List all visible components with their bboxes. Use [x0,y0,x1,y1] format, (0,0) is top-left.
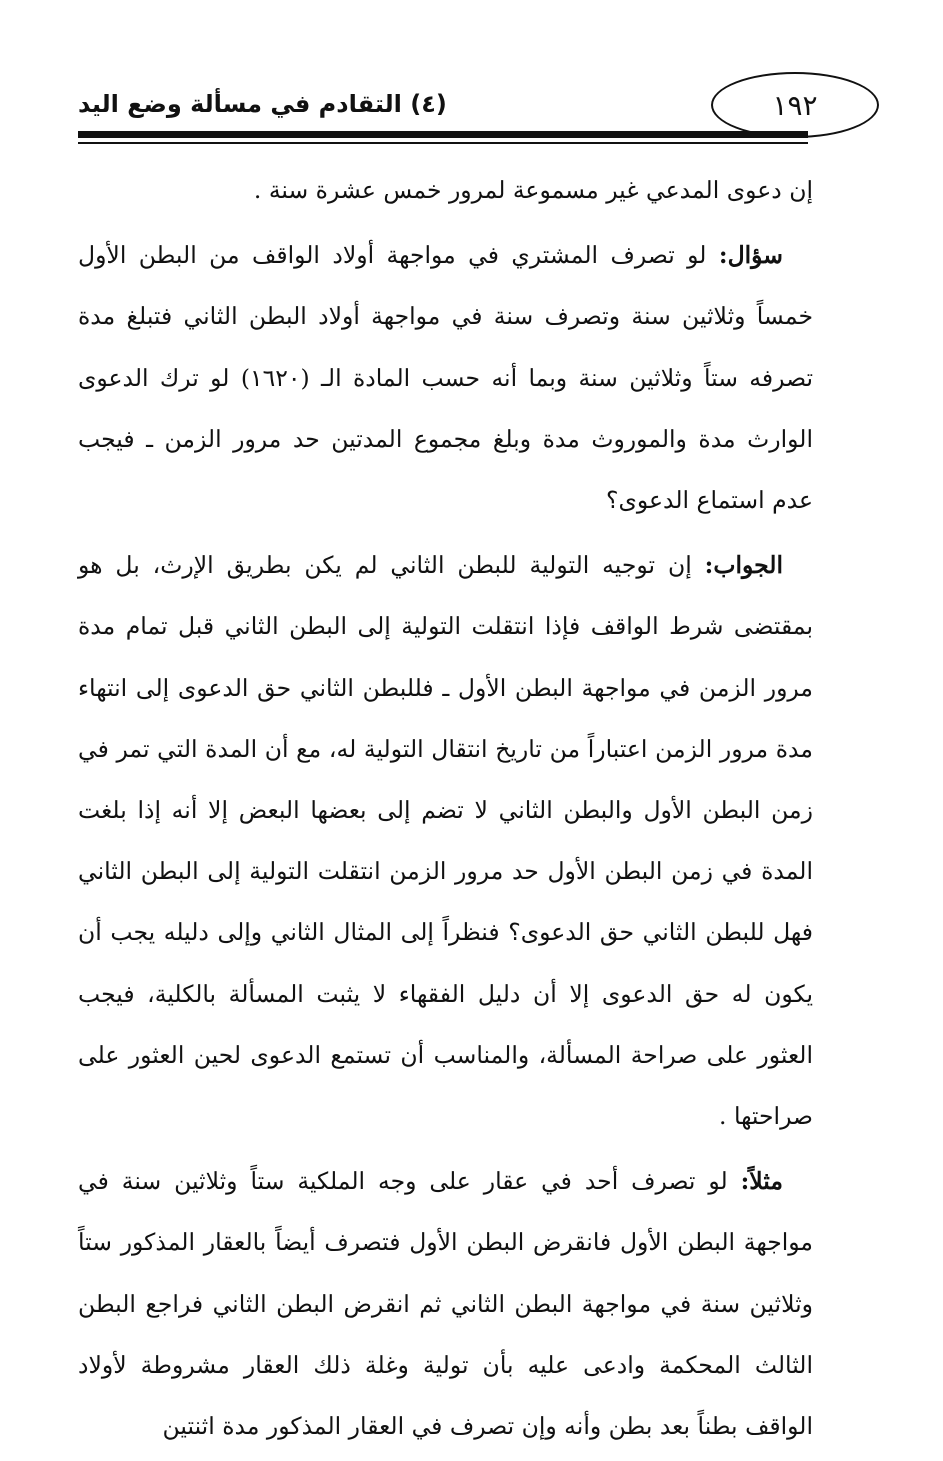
paragraph-example [78,1151,813,1457]
paragraph-answer [78,535,813,1147]
page-number: ١٩٢ [772,88,818,122]
page-header [78,72,818,147]
body-text [78,160,813,1461]
answer-label: الجواب: [704,551,783,580]
paragraph-question [78,225,813,531]
running-title: (٤) التقادم في مسألة وضع اليد [78,90,447,118]
paragraph-1 [78,160,813,221]
header-rule-thin [78,142,808,144]
question-label: سؤال: [718,241,783,270]
example-text: لو تصرف أحد في عقار على وجه الملكية ستاً وثلاثين سنة في مواجهة البطن الأول فانقرض البطن الأول فتصرف أيضاً بالعقار المذكور ستاً وثلاثين سنة في مواجهة البطن الثاني ثم انقرض البطن الثاني فراجع البطن الثالث المحكمة وادعى عليه بأن تولية وغلة ذلك العقار مشروطة لأولاد الواقف بطناً بعد بطن وأنه وإن تصرف في العقار المذكور مدة اثنتين [78,1167,813,1441]
header-rule-thick [78,131,808,138]
page-number-oval [711,72,879,138]
question-text: لو تصرف المشتري في مواجهة أولاد الواقف من البطن الأول خمساً وثلاثين سنة وتصرف سنة في مواجهة أولاد البطن الثاني فتبلغ مدة تصرفه ستاً وثلاثين سنة وبما أنه حسب المادة الـ (١٦٢٠) لو ترك الدعوى الوارث مدة والموروث مدة وبلغ مجموع المدتين حد مرور الزمن ـ فيجب عدم استماع الدعوى؟ [78,241,813,515]
example-label: مثلاً: [740,1167,783,1196]
answer-text: إن توجيه التولية للبطن الثاني لم يكن بطريق الإرث، بل هو بمقتضى شرط الواقف فإذا انتقلت التولية إلى البطن الثاني قبل تمام مدة مرور الزمن في مواجهة البطن الأول ـ فللبطن الثاني حق الدعوى إلى انتهاء مدة مرور الزمن اعتباراً من تاريخ انتقال التولية له، مع أن المدة التي تمر في زمن البطن الأول والبطن الثاني لا تضم إلى بعضها البعض إلا أنه إذا بلغت المدة في زمن البطن الأول حد مرور الزمن انتقلت التولية إلى البطن الثاني فهل للبطن الثاني حق الدعوى؟ فنظراً إلى المثال الثاني وإلى دليله يجب أن يكون له حق الدعوى إلا أن دليل الفقهاء لا يثبت المسألة بالكلية، فيجب العثور على صراحة المسألة، والمناسب أن تستمع الدعوى لحين العثور على صراحتها . [78,551,813,1131]
paragraph-1-text: إن دعوى المدعي غير مسموعة لمرور خمس عشرة سنة . [253,176,813,204]
